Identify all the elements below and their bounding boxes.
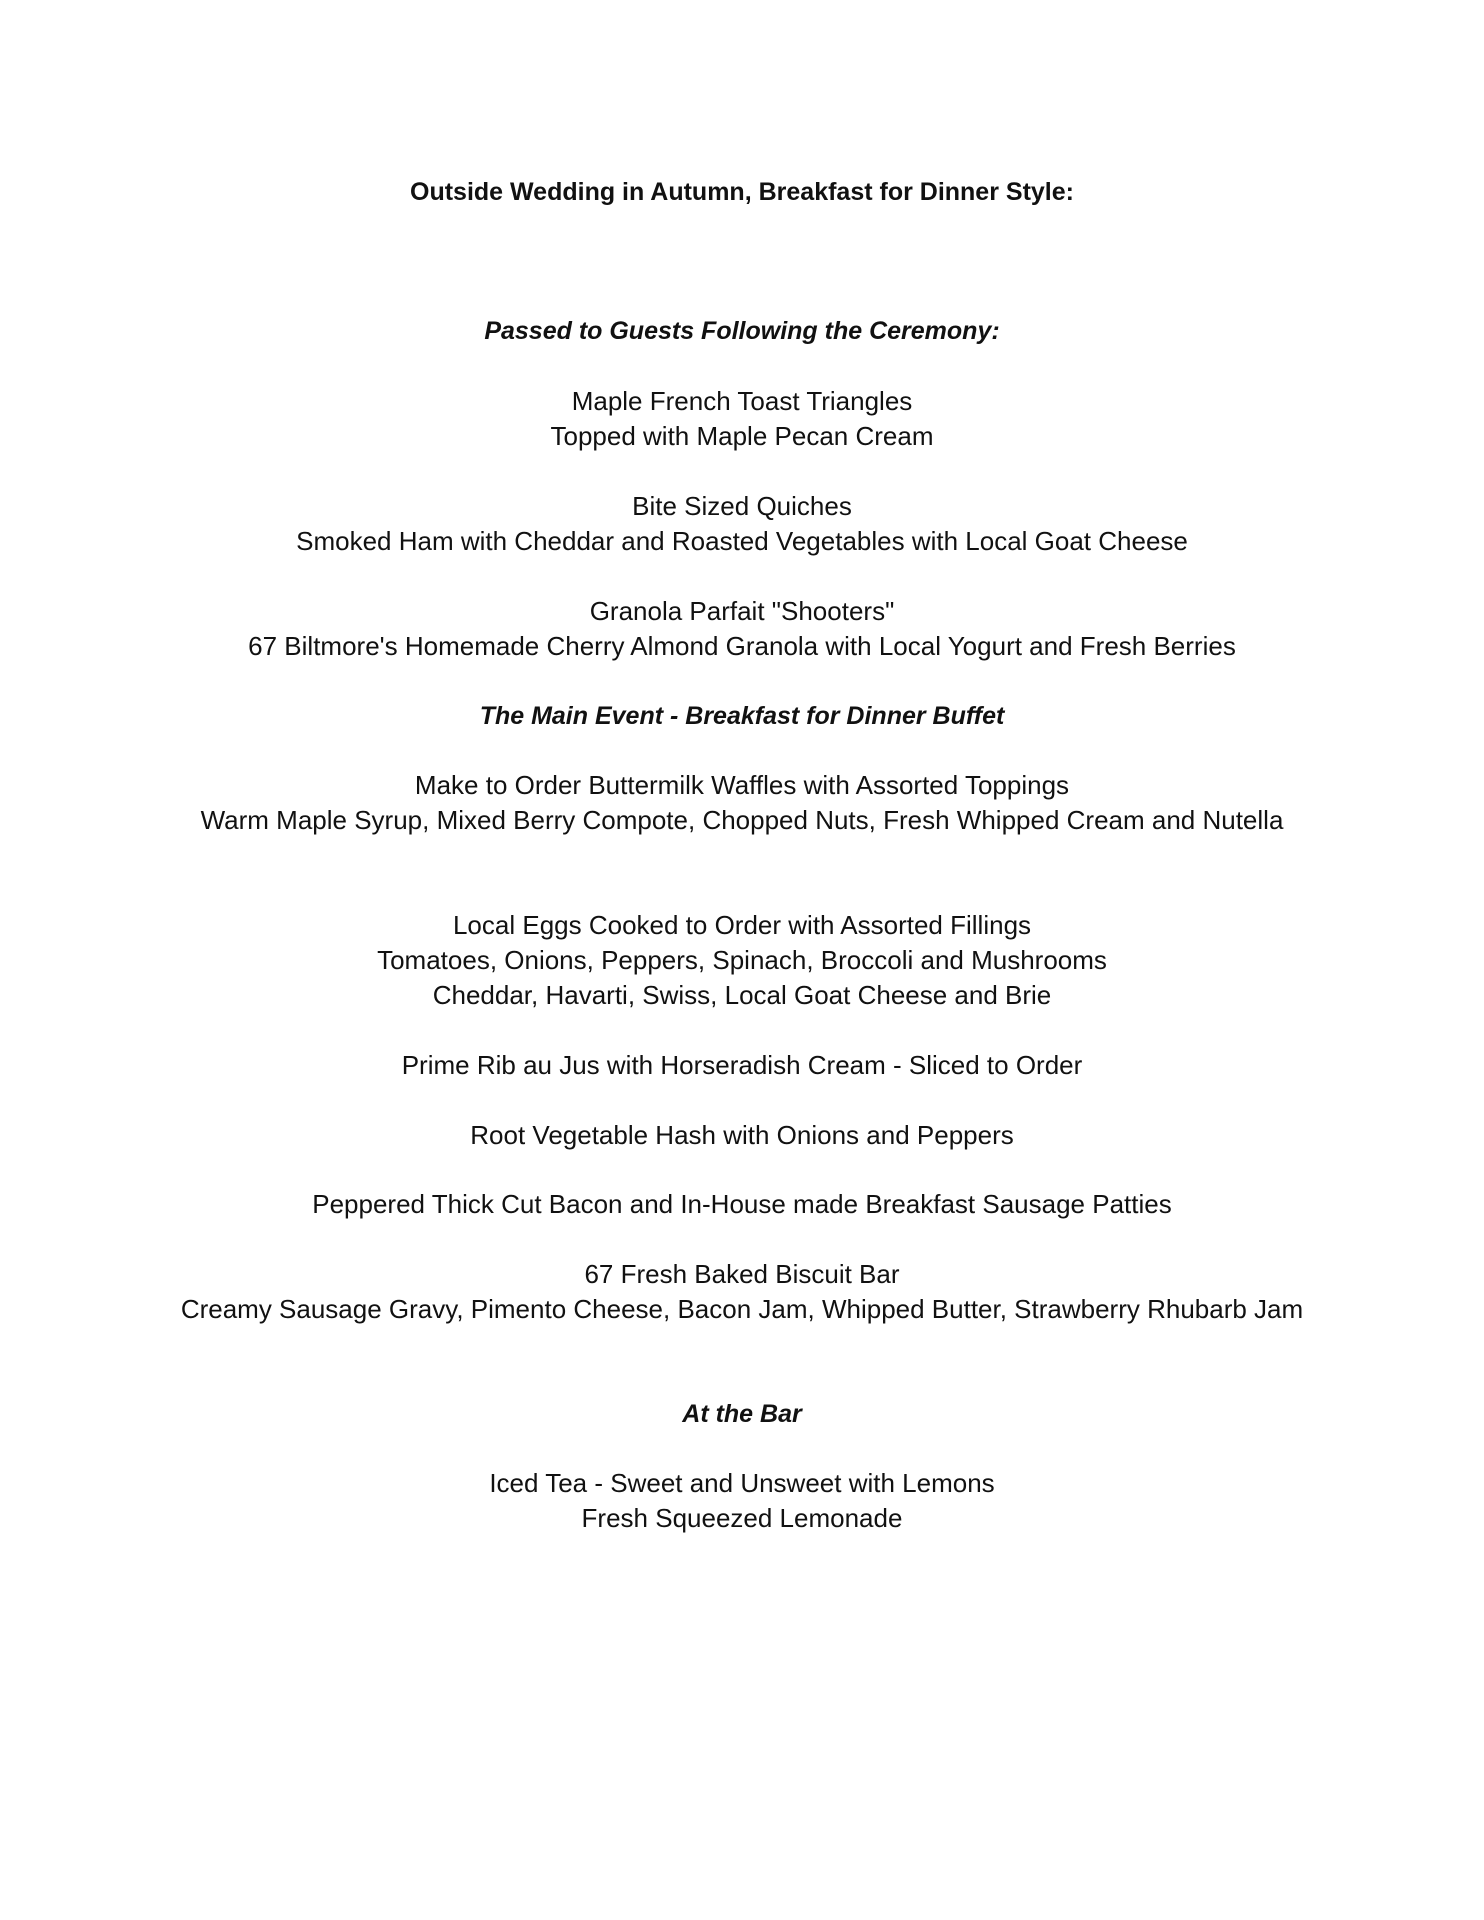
- section-heading-main: The Main Event - Breakfast for Dinner Buffet: [479, 702, 1005, 730]
- menu-item-description: Tomatoes, Onions, Peppers, Spinach, Broccoli and Mushrooms: [377, 945, 1107, 975]
- menu-item: Maple French Toast Triangles: [571, 386, 913, 416]
- menu-item-description: Cheddar, Havarti, Swiss, Local Goat Cheese and Brie: [432, 980, 1052, 1010]
- menu-item: Iced Tea - Sweet and Unsweet with Lemons: [489, 1468, 995, 1498]
- menu-item: Root Vegetable Hash with Onions and Peppers: [470, 1120, 1014, 1150]
- menu-item: Granola Parfait "Shooters": [589, 596, 895, 626]
- menu-item: 67 Fresh Baked Biscuit Bar: [584, 1259, 900, 1289]
- menu-item: Fresh Squeezed Lemonade: [581, 1503, 903, 1533]
- menu-item: Bite Sized Quiches: [632, 491, 852, 521]
- section-heading-passed: Passed to Guests Following the Ceremony:: [484, 317, 1000, 345]
- menu-item-description: 67 Biltmore's Homemade Cherry Almond Granola with Local Yogurt and Fresh Berries: [248, 631, 1236, 661]
- menu-item: Peppered Thick Cut Bacon and In-House made Breakfast Sausage Patties: [312, 1189, 1172, 1219]
- menu-item: Make to Order Buttermilk Waffles with Assorted Toppings: [414, 770, 1070, 800]
- menu-item-description: Topped with Maple Pecan Cream: [550, 421, 934, 451]
- page-title: Outside Wedding in Autumn, Breakfast for Dinner Style:: [410, 178, 1074, 206]
- menu-item: Prime Rib au Jus with Horseradish Cream - Sliced to Order: [401, 1050, 1083, 1080]
- menu-item-description: Smoked Ham with Cheddar and Roasted Vegetables with Local Goat Cheese: [296, 526, 1188, 556]
- menu-item: Local Eggs Cooked to Order with Assorted Fillings: [452, 910, 1032, 940]
- menu-item-description: Creamy Sausage Gravy, Pimento Cheese, Bacon Jam, Whipped Butter, Strawberry Rhubarb Jam: [180, 1294, 1304, 1324]
- menu-item-description: Warm Maple Syrup, Mixed Berry Compote, Chopped Nuts, Fresh Whipped Cream and Nutella: [200, 805, 1284, 835]
- section-heading-bar: At the Bar: [682, 1400, 802, 1428]
